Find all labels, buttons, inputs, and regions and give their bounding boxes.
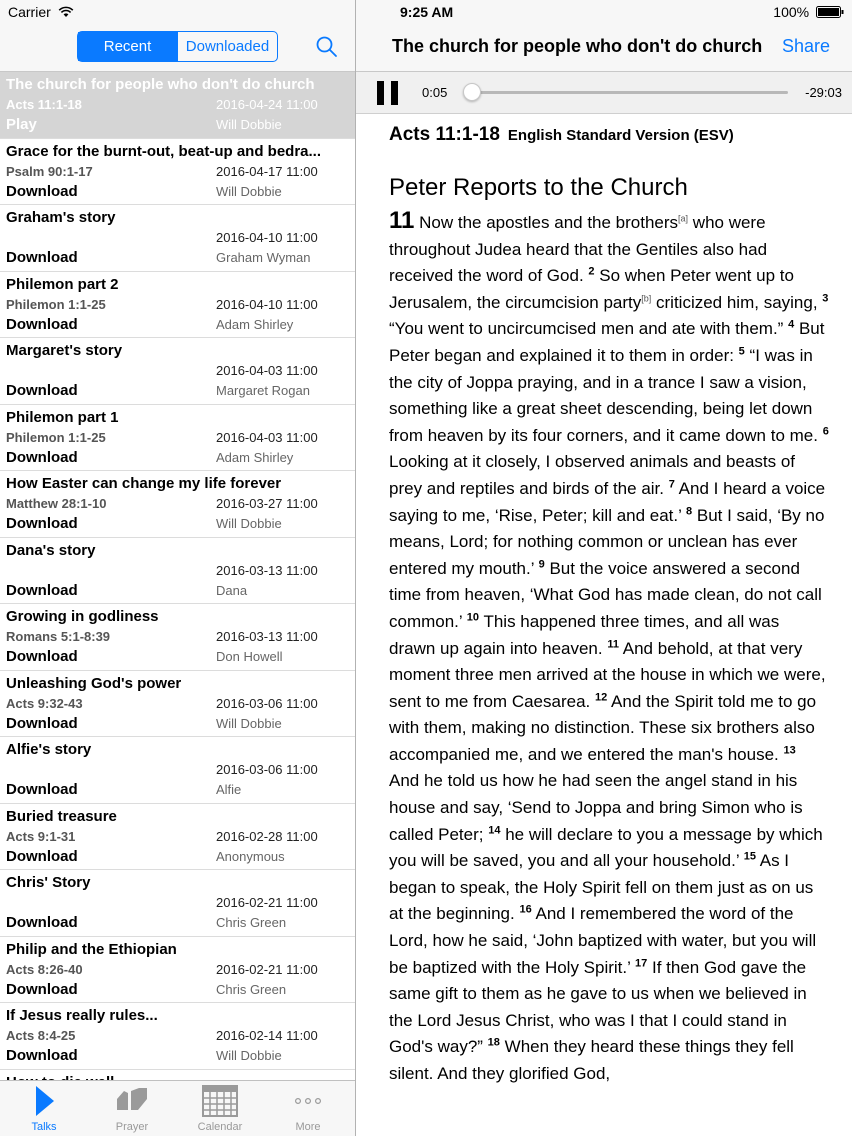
verse-number: 15	[743, 850, 756, 863]
talk-speaker: Chris Green	[216, 915, 287, 930]
talk-speaker: Adam Shirley	[216, 449, 294, 465]
footnote-marker[interactable]: [a]	[678, 213, 689, 224]
verse-text: Looking at it closely, I observed animals and beasts of prey and reptiles and birds of the air.	[389, 452, 796, 498]
talk-speaker: Dana	[216, 582, 248, 598]
talk-reference: Acts 9:32-43	[6, 695, 83, 711]
verse-text: criticized him, saying,	[651, 292, 823, 312]
talk-speaker: Will Dobbie	[216, 183, 282, 199]
verse-text: But I said, ‘By no means, Lord; for nothing common or unclean has ever entered my mouth.’	[389, 505, 825, 578]
carrier-label: Carrier	[8, 4, 51, 20]
verse-number: 4	[788, 318, 795, 331]
talk-action-button[interactable]: Download	[6, 714, 78, 732]
talk-title: Grace for the burnt-out, beat-up and bedra...	[6, 142, 322, 160]
talk-row[interactable]	[0, 338, 355, 405]
talk-action-button[interactable]: Download	[6, 249, 78, 266]
tab-calendar-label: Calendar	[197, 1121, 243, 1133]
talk-date: 2016-04-03 11:00	[216, 363, 318, 378]
verse-number: 18	[487, 1036, 500, 1049]
tab-talks[interactable]	[0, 1083, 88, 1137]
verse-text: But Peter began and explained it to them in order:	[389, 319, 825, 365]
tab-prayer-label: Prayer	[115, 1121, 149, 1133]
talk-action-button[interactable]: Download	[6, 648, 78, 665]
talk-row[interactable]	[0, 604, 355, 671]
remaining-time: -29:03	[805, 85, 842, 100]
verse-text: And the Spirit told me to go with them, making no distinction. These six brothers also accompanied me, and we entered the man's house.	[389, 691, 817, 764]
verse-text: But the voice answered a second time from heaven, ‘What God has made clean, do not call common.’	[389, 558, 822, 631]
verse-number: 2	[588, 265, 595, 278]
talk-row[interactable]	[0, 804, 355, 871]
tab-talks-label: Talks	[31, 1121, 57, 1133]
detail-nav-bar	[356, 0, 852, 72]
passage-reference: Acts 11:1-18	[389, 124, 500, 145]
talk-date: 2016-04-10 11:00	[216, 230, 318, 245]
talk-reference: Philemon 1:1-25	[6, 429, 106, 445]
talk-action-button[interactable]: Download	[6, 515, 78, 532]
verse-text: “You went to uncircumcised men and ate with them.”	[389, 319, 789, 339]
verse-text: And I remembered the word of the Lord, how he said, ‘John baptized with water, but you will be baptized with the Holy Spirit.’	[389, 904, 817, 977]
talk-date: 2016-03-06 11:00	[216, 695, 318, 711]
verse-text: And he told us how he had seen the angel stand in his house and say, ‘Send to Joppa and bring Simon who is called Peter;	[389, 771, 803, 844]
progress-thumb[interactable]	[463, 83, 481, 101]
elapsed-time: 0:05	[422, 85, 448, 100]
chapter-number: 11	[389, 207, 415, 234]
talk-row[interactable]	[0, 937, 355, 1004]
bible-passage	[389, 118, 829, 1088]
talk-title: Graham's story	[6, 209, 116, 226]
talk-speaker: Graham Wyman	[216, 250, 311, 265]
audio-player	[356, 72, 852, 114]
talk-speaker: Will Dobbie	[216, 117, 282, 132]
talk-row[interactable]	[0, 671, 355, 738]
talk-row[interactable]	[0, 72, 355, 139]
pause-icon[interactable]	[377, 81, 399, 105]
hands-icon	[114, 1085, 150, 1115]
verse-number: 14	[488, 824, 501, 836]
talk-date: 2016-02-14 11:00	[216, 1028, 318, 1043]
talk-action-button[interactable]: Download	[6, 980, 78, 998]
talk-title: Alfie's story	[6, 741, 92, 758]
verse-text: And behold, at that very moment three men arrived at the house in which we were, sent to me from Caesarea.	[389, 638, 826, 711]
recent-segment[interactable]: Recent	[78, 32, 177, 61]
talk-action-button[interactable]: Play	[6, 116, 37, 133]
recent-downloaded-toggle[interactable]	[77, 31, 278, 62]
verse-number: 11	[607, 637, 619, 650]
verse-number: 3	[822, 292, 829, 305]
talk-date: 2016-04-03 11:00	[216, 429, 318, 445]
talk-date: 2016-02-21 11:00	[216, 961, 318, 977]
section-heading: Peter Reports to the Church	[389, 174, 688, 201]
verse-text: And I heard a voice saying to me, ‘Rise, Peter; kill and eat.’	[389, 478, 826, 525]
tab-more[interactable]	[264, 1083, 352, 1137]
talk-date: 2016-03-06 11:00	[216, 762, 318, 777]
verse-text: he will declare to you a message by which you will be saved, you and all your household.’	[389, 824, 823, 871]
verse-number: 7	[668, 478, 675, 491]
talk-reference: Matthew 28:1-10	[6, 496, 107, 511]
battery-percent: 100%	[773, 4, 810, 20]
talk-title: If Jesus really rules...	[6, 1007, 158, 1024]
talk-row[interactable]	[0, 205, 355, 272]
talk-title: Dana's story	[6, 541, 96, 559]
talk-date: 2016-02-28 11:00	[216, 828, 318, 844]
verse-text: When they heard these things they fell silent. And they glorified God,	[389, 1037, 794, 1083]
downloaded-segment[interactable]: Downloaded	[177, 32, 277, 61]
talk-action-button[interactable]: Download	[6, 914, 78, 931]
talk-row[interactable]	[0, 538, 355, 605]
talk-reference: Acts 9:1-31	[6, 828, 76, 844]
talk-action-button[interactable]: Download	[6, 581, 78, 599]
search-icon[interactable]	[315, 35, 339, 59]
talk-row[interactable]	[0, 405, 355, 472]
verse-number: 10	[466, 611, 480, 624]
verse-text: who were throughout Judea heard that the Gentiles also had received the word of God.	[389, 213, 768, 286]
verse-number: 8	[686, 504, 693, 517]
verse-text: This happened three times, and all was drawn up again into heaven.	[389, 611, 780, 658]
verse-number: 17	[635, 956, 648, 969]
tab-bar	[0, 1080, 355, 1136]
talk-speaker: Adam Shirley	[216, 316, 294, 332]
talk-date: 2016-02-21 11:00	[216, 895, 318, 910]
talk-title: Chris' Story	[6, 874, 91, 891]
talk-reference: Acts 8:26-40	[6, 961, 83, 977]
talk-row[interactable]	[0, 272, 355, 339]
verse-number: 12	[594, 691, 608, 704]
talks-nav-bar	[0, 0, 355, 72]
talk-title: How Easter can change my life forever	[6, 475, 282, 492]
talk-reference: Romans 5:1-8:39	[6, 629, 111, 644]
status-battery	[773, 0, 844, 24]
talk-title: Philip and the Ethiopian	[6, 940, 177, 958]
detail-title: The church for people who don't do church	[392, 36, 763, 56]
talk-speaker: Anonymous	[216, 848, 285, 864]
talk-date: 2016-03-27 11:00	[216, 496, 318, 511]
battery-icon	[816, 6, 844, 18]
talk-action-button[interactable]: Download	[6, 847, 78, 865]
passage-text	[389, 208, 829, 1088]
talk-title: Philemon part 2	[6, 275, 119, 293]
talk-speaker: Chris Green	[216, 981, 287, 997]
talk-reference: Acts 11:1-18	[6, 97, 82, 112]
talks-pane	[0, 0, 355, 1136]
talk-speaker: Will Dobbie	[216, 516, 282, 531]
tab-prayer[interactable]	[88, 1083, 176, 1137]
talk-date: 2016-03-13 11:00	[216, 629, 318, 644]
talk-title: Philemon part 1	[6, 408, 119, 426]
talk-row[interactable]	[0, 139, 355, 206]
verse-text: Now the apostles and the brothers	[419, 213, 679, 232]
verse-number: 13	[783, 744, 796, 757]
verse-text: “I was in the city of Joppa praying, and in a trance I saw a vision, something like a great sheet descending, being let down from heaven by its four corners, and it came down to me.	[389, 345, 823, 445]
verse-text: As I began to speak, the Holy Spirit fell on them just as on us at the beginning.	[389, 851, 814, 924]
talk-title: Unleashing God's power	[6, 674, 182, 692]
tab-more-label: More	[295, 1121, 321, 1133]
ellipsis-icon	[293, 1085, 323, 1115]
talk-speaker: Don Howell	[216, 649, 283, 664]
verse-number: 16	[519, 903, 532, 916]
play-triangle-icon	[30, 1085, 58, 1117]
talk-title: The church for people who don't do church	[6, 76, 315, 93]
share-button[interactable]: Share	[781, 36, 830, 56]
status-carrier	[8, 0, 74, 24]
talk-title: Buried treasure	[6, 807, 117, 825]
talk-row[interactable]	[0, 870, 355, 937]
talk-action-button[interactable]: Download	[6, 1047, 78, 1064]
talk-detail-pane	[356, 0, 852, 1136]
talk-date: 2016-03-13 11:00	[216, 562, 318, 578]
talk-action-button[interactable]: Download	[6, 382, 78, 399]
verse-number: 5	[738, 345, 745, 358]
talk-speaker: Will Dobbie	[216, 715, 282, 731]
tab-calendar[interactable]	[176, 1083, 264, 1137]
verse-text: So when Peter went up to Jerusalem, the circumcision party	[389, 266, 794, 312]
wifi-icon	[58, 6, 74, 18]
calendar-grid-icon	[202, 1085, 238, 1117]
talk-list[interactable]	[0, 72, 355, 1080]
talk-action-button[interactable]: Download	[6, 781, 78, 798]
talk-reference: Philemon 1:1-25	[6, 296, 106, 312]
talk-speaker: Will Dobbie	[216, 1048, 282, 1063]
talk-action-button[interactable]: Download	[6, 315, 78, 333]
talk-title: Growing in godliness	[6, 608, 159, 625]
status-time: 9:25 AM	[400, 4, 454, 20]
talk-action-button[interactable]: Download	[6, 448, 78, 466]
bible-version: English Standard Version (ESV)	[507, 127, 734, 144]
talk-speaker: Alfie	[216, 782, 242, 797]
talk-action-button[interactable]: Download	[6, 182, 78, 200]
talk-reference: Acts 8:4-25	[6, 1028, 76, 1043]
talk-speaker: Margaret Rogan	[216, 383, 310, 398]
footnote-marker[interactable]: [b]	[641, 293, 652, 304]
talk-row[interactable]	[0, 471, 355, 538]
talk-date: 2016-04-10 11:00	[216, 296, 318, 312]
verse-number: 9	[538, 558, 545, 571]
talk-title: Margaret's story	[6, 342, 123, 359]
verse-text: If then God gave the same gift to them as he gave to us when we believed in the Lord Jesus Christ, who was I that I could stand in God's way?”	[389, 957, 807, 1057]
verse-number: 6	[822, 425, 829, 438]
talk-date: 2016-04-24 11:00	[216, 97, 318, 112]
passage-header	[389, 124, 829, 146]
talk-date: 2016-04-17 11:00	[216, 163, 318, 179]
progress-track[interactable]	[466, 91, 788, 94]
talk-row[interactable]	[0, 737, 355, 804]
talk-row[interactable]	[0, 1003, 355, 1070]
talk-reference: Psalm 90:1-17	[6, 163, 93, 179]
